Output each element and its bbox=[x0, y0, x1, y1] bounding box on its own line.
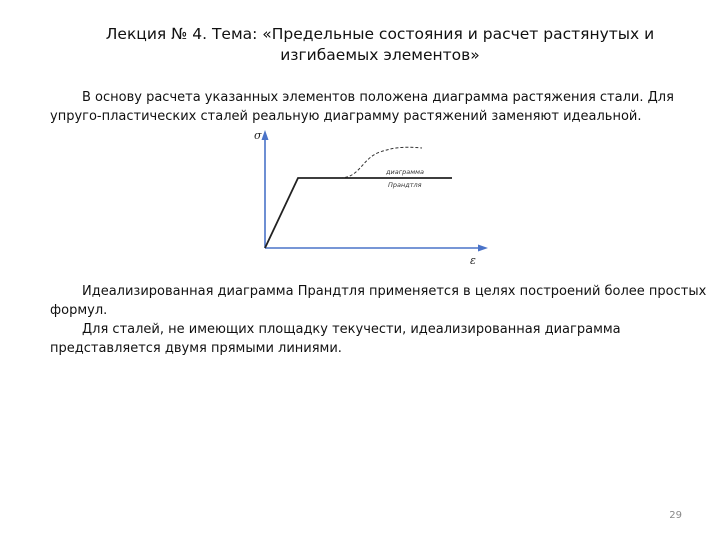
y-axis-label: σ bbox=[254, 129, 262, 142]
prandtl-curve bbox=[265, 178, 452, 248]
paragraph-prandtl-text: Идеализированная диаграмма Прандтля применяется в целях построений более простых формул. bbox=[50, 284, 707, 318]
prandtl-stress-strain-diagram bbox=[230, 124, 500, 268]
paragraph-prandtl bbox=[50, 282, 710, 320]
curve-label-line2: Прандтля bbox=[388, 181, 422, 189]
y-axis-arrow-icon bbox=[262, 130, 269, 140]
page-number: 29 bbox=[669, 510, 682, 521]
paragraph-intro bbox=[50, 88, 710, 126]
x-axis-arrow-icon bbox=[478, 245, 488, 252]
curve-label-line1: диаграмма bbox=[386, 168, 425, 176]
paragraph-intro-text: В основу расчета указанных элементов положена диаграмма растяжения стали. Для упруго-пластических сталей реальную диаграмму растяжений заменяют идеальной. bbox=[50, 90, 674, 124]
paragraph-no-yield bbox=[50, 320, 710, 358]
slide-title: Лекция № 4. Тема: «Предельные состояния и расчет растянутых и изгибаемых элементов» bbox=[105, 25, 655, 64]
x-axis-label: ε bbox=[470, 254, 476, 267]
paragraph-no-yield-text: Для сталей, не имеющих площадку текучести, идеализированная диаграмма представляется двумя прямыми линиями. bbox=[50, 322, 621, 356]
